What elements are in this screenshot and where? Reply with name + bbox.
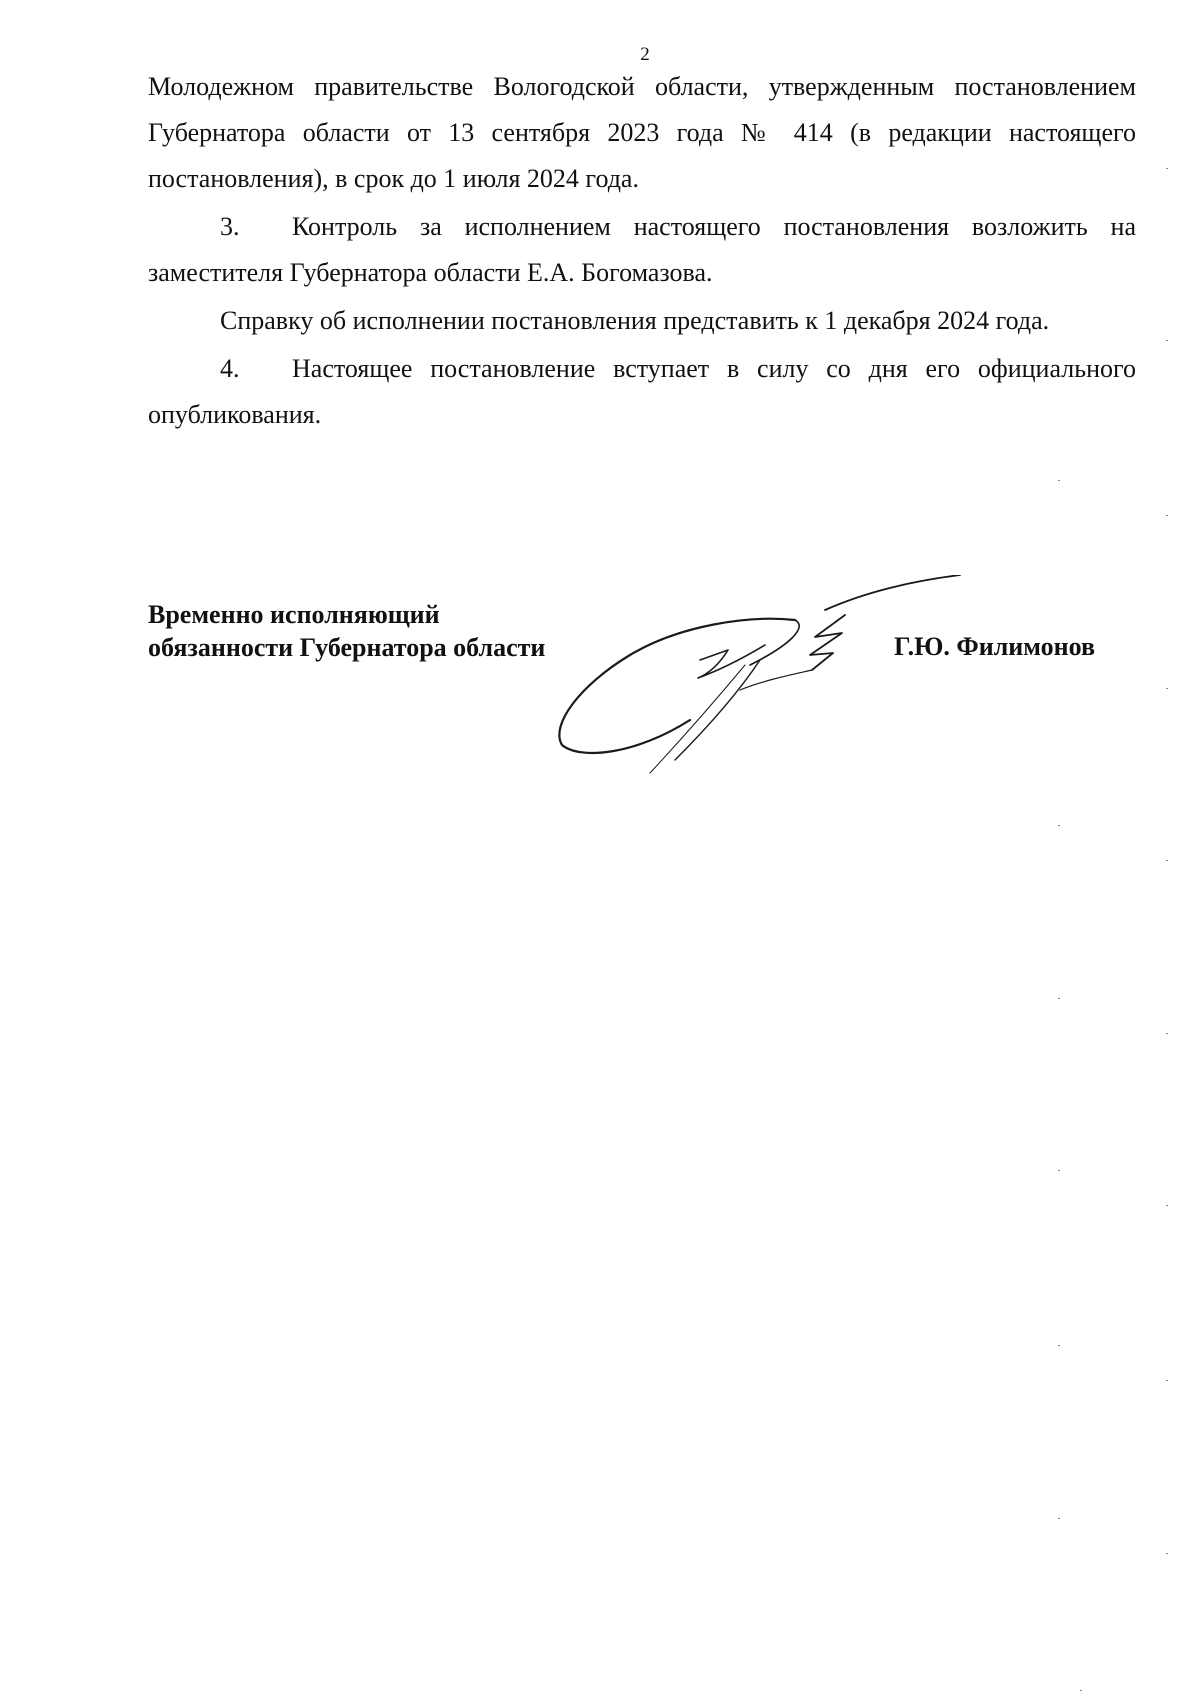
document-body: [148, 64, 1136, 440]
signatory-name: Г.Ю. Филимонов: [894, 632, 1096, 661]
paragraph-item-3: [148, 204, 1136, 296]
paragraph-text: Молодежном правительстве Вологодской области, утвержденным постановлением Губернатора области от 13 сентября 2023 года № 414 (в редакции настоящего постановления), в срок до 1 июля 2024 года.: [148, 72, 1136, 193]
scan-speck: [1058, 1518, 1060, 1519]
paragraph-item-4: [148, 346, 1136, 438]
scan-speck: [1166, 860, 1168, 861]
signatory-position-line2: обязанности Губернатора области: [148, 633, 546, 662]
paragraph-number: 3.: [220, 212, 240, 241]
paragraph-text: Контроль за исполнением настоящего постановления возложить на заместителя Губернатора области Е.А. Богомазова.: [148, 212, 1136, 287]
paragraph-number: 4.: [220, 354, 240, 383]
signatory-position-line1: Временно исполняющий: [148, 600, 440, 629]
scan-speck: [1166, 1205, 1168, 1206]
page-number: 2: [640, 44, 650, 65]
paragraph-text: Настоящее постановление вступает в силу со дня его официального опубликования.: [148, 354, 1136, 429]
scan-speck: [1166, 1553, 1168, 1554]
scan-speck: [1166, 1380, 1168, 1381]
scan-speck: [1058, 998, 1060, 999]
scan-speck: [1166, 515, 1168, 516]
scan-speck: [1166, 1033, 1168, 1034]
handwritten-signature: [550, 575, 970, 775]
scan-speck: [1166, 168, 1168, 169]
signatory-position: [148, 598, 545, 664]
scan-speck: [1058, 825, 1060, 826]
scan-speck: [1058, 480, 1060, 481]
paragraph-continuation: [148, 64, 1136, 202]
scan-speck: [1058, 1345, 1060, 1346]
paragraph-text: Справку об исполнении постановления представить к 1 декабря 2024 года.: [220, 306, 1050, 335]
scan-speck: [1058, 1170, 1060, 1171]
scan-speck: [1166, 340, 1168, 341]
scan-speck: [1080, 1690, 1082, 1691]
scan-speck: [1166, 688, 1168, 689]
paragraph-report: [148, 298, 1136, 344]
